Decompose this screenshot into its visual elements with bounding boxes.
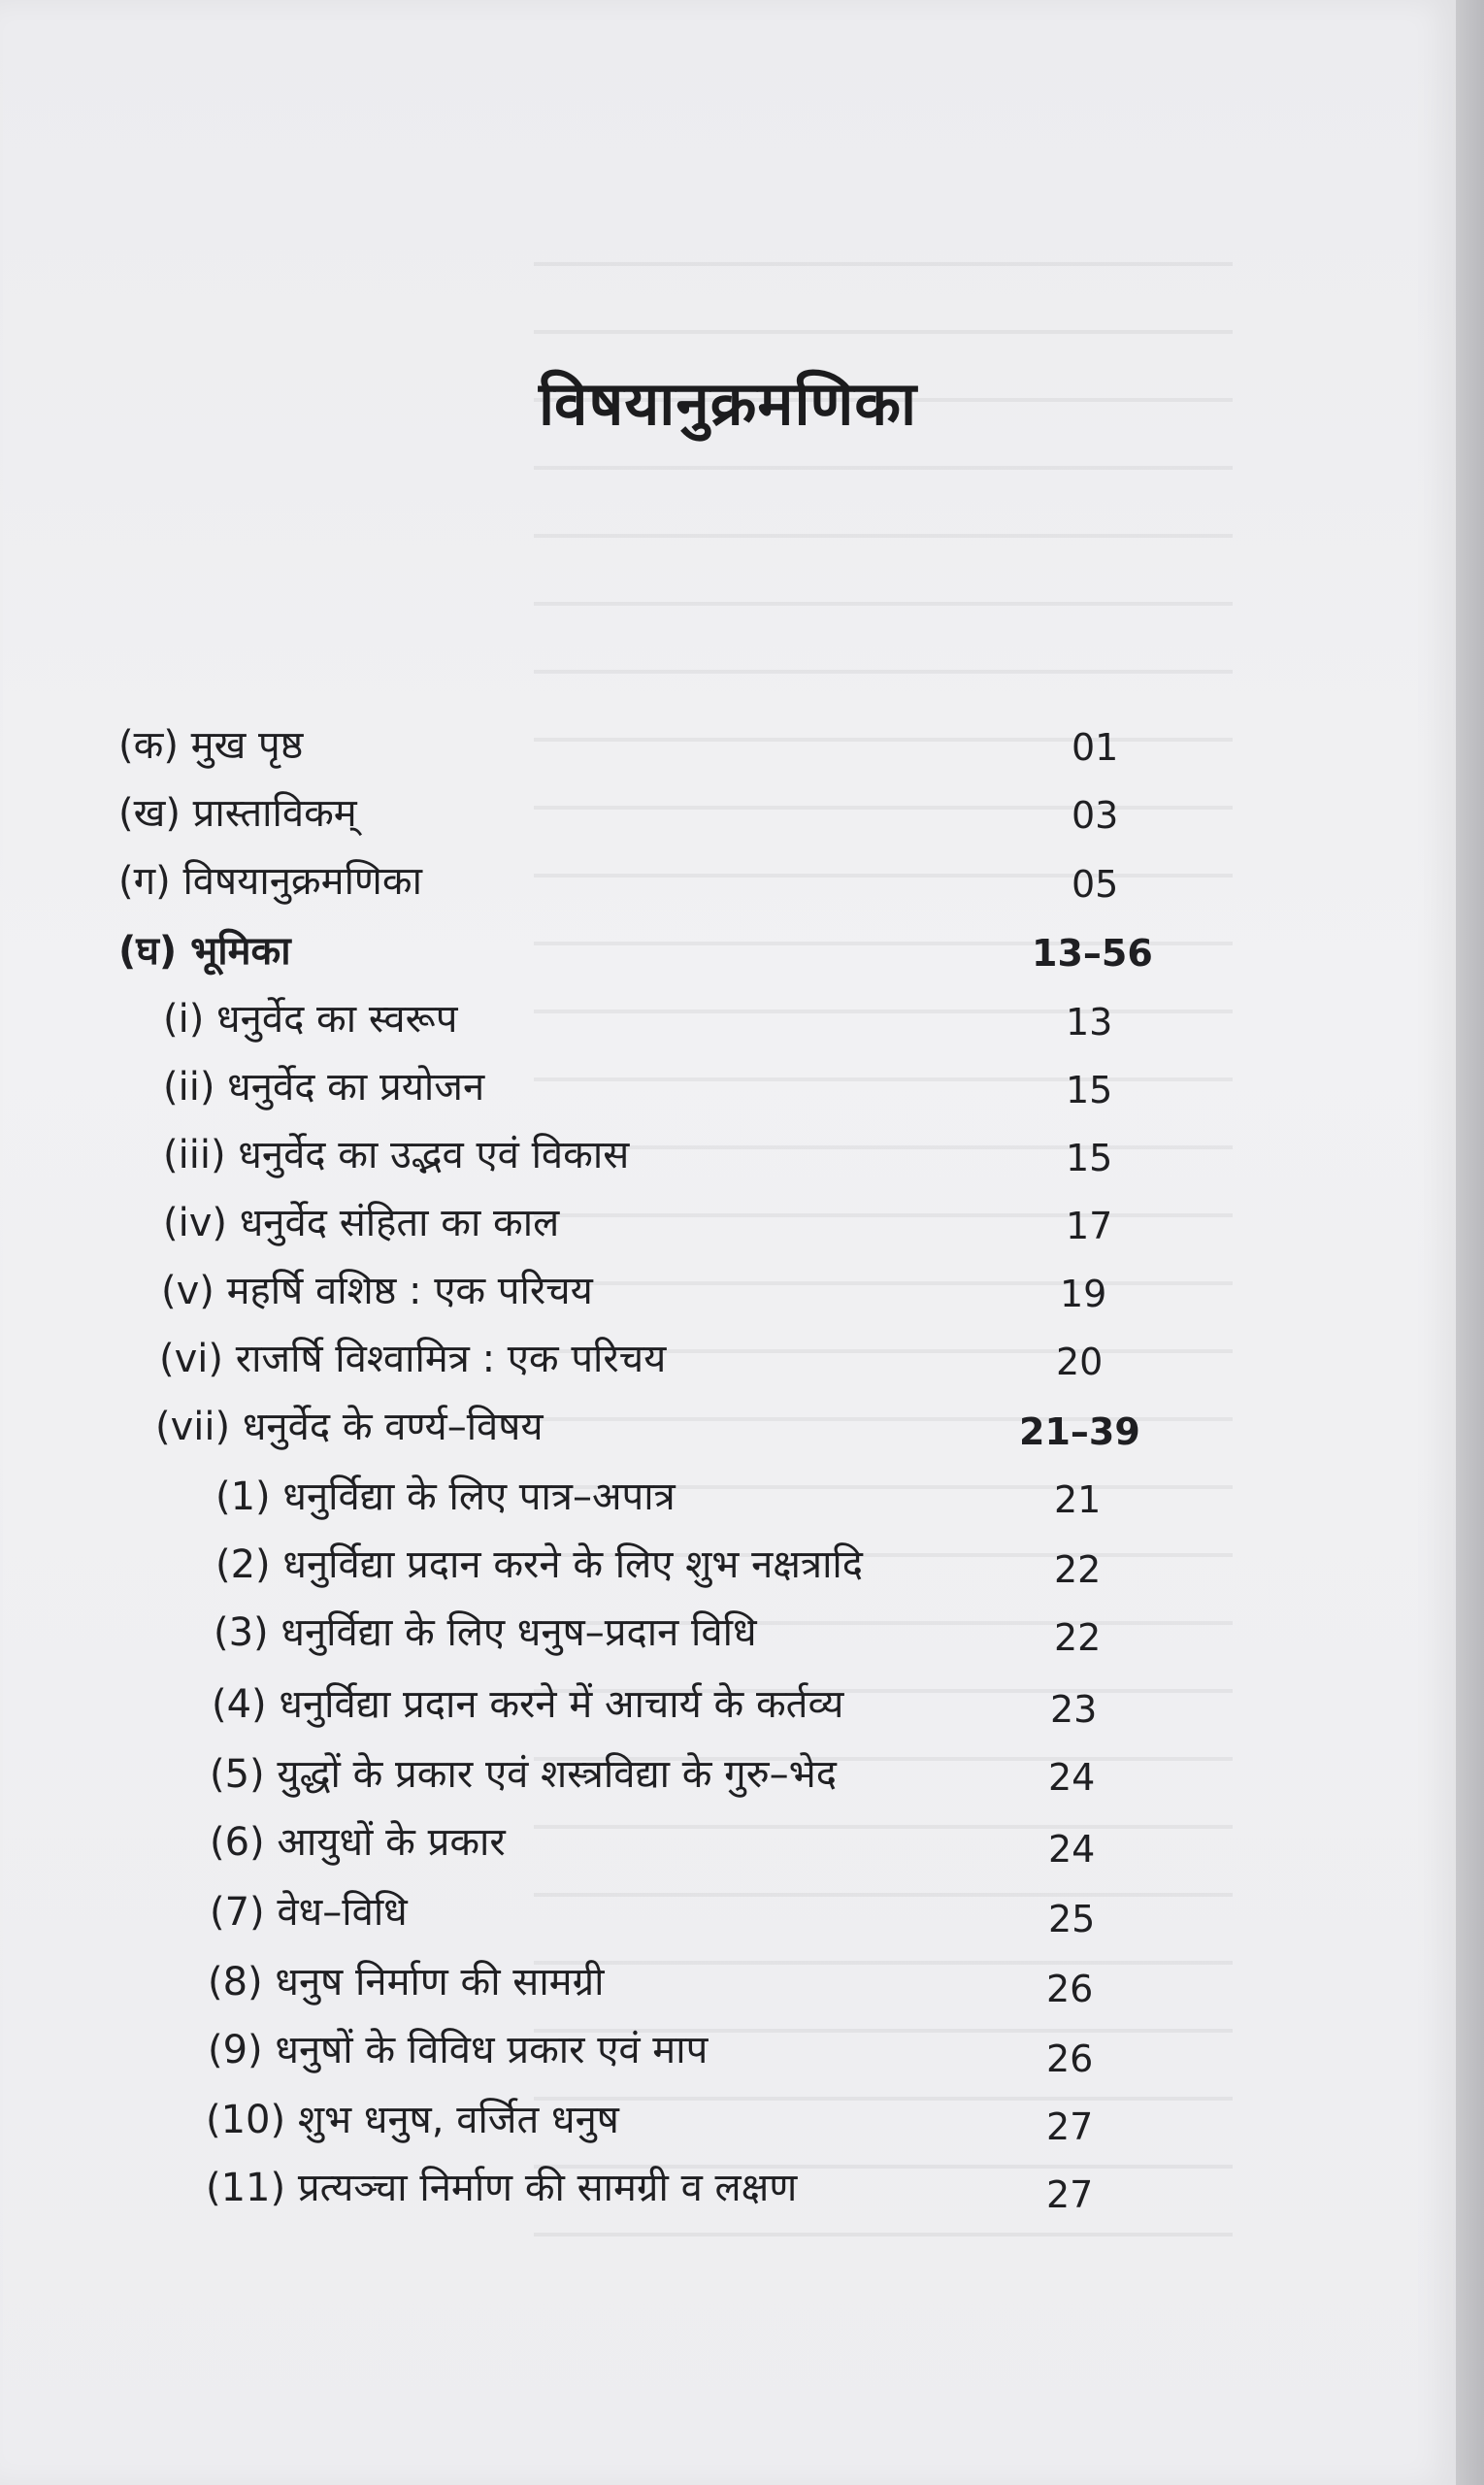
- toc-entry-label: (iv) धनुर्वेद संहिता का काल: [163, 1201, 560, 1245]
- toc-entry-label: (घ) भूमिका: [118, 929, 291, 974]
- toc-entry-label: (4) धनुर्विद्या प्रदान करने में आचार्य के कर्तव्य: [212, 1682, 844, 1727]
- page-title: विषयानुक्रमणिका: [538, 368, 918, 439]
- toc-entry-label: (6) आयुधों के प्रकार: [210, 1820, 506, 1865]
- toc-entry-page: 15: [1066, 1069, 1113, 1111]
- toc-entry-label: (vii) धनुर्वेद के वर्ण्य–विषय: [155, 1405, 544, 1449]
- toc-entry-page: 21: [1054, 1478, 1102, 1521]
- toc-entry-page: 23: [1050, 1688, 1098, 1731]
- toc-entry-page: 20: [1056, 1341, 1104, 1383]
- toc-entry-label: (10) शुभ धनुष, वर्जित धनुष: [206, 2098, 619, 2142]
- toc-entry-label: (2) धनुर्विद्या प्रदान करने के लिए शुभ नक्षत्रादि: [215, 1542, 864, 1587]
- toc-entry-label: (5) युद्धों के प्रकार एवं शस्त्रविद्या के गुरु–भेद: [210, 1752, 837, 1797]
- toc-entry-page: 03: [1072, 794, 1119, 837]
- toc-entry-label: (i) धनुर्वेद का स्वरूप: [163, 997, 458, 1042]
- toc-entry-page: 13: [1066, 1001, 1113, 1044]
- toc-entry-page: 24: [1048, 1756, 1096, 1799]
- toc-entry-page: 26: [1046, 2038, 1094, 2080]
- toc-entry-label: (ग) विषयानुक्रमणिका: [118, 859, 422, 904]
- toc-entry-page: 05: [1072, 863, 1119, 906]
- toc-entry-label: (iii) धनुर्वेद का उद्भव एवं विकास: [163, 1133, 630, 1177]
- toc-entry-page: 22: [1054, 1548, 1102, 1591]
- toc-entry-page: 01: [1072, 726, 1119, 769]
- toc-entry-label: (ii) धनुर्वेद का प्रयोजन: [163, 1065, 485, 1110]
- toc-entry-label: (7) वेध–विधि: [210, 1890, 408, 1935]
- toc-entry-page: 19: [1060, 1273, 1107, 1315]
- page-edge: [1456, 0, 1484, 2485]
- toc-entry-page: 22: [1054, 1616, 1102, 1659]
- toc-entry-page: 17: [1066, 1205, 1113, 1247]
- toc-entry-page: 27: [1046, 2173, 1094, 2216]
- toc-entry-page: 15: [1066, 1137, 1113, 1179]
- toc-entry-label: (3) धनुर्विद्या के लिए धनुष–प्रदान विधि: [214, 1610, 757, 1655]
- toc-entry-page: 24: [1048, 1828, 1096, 1871]
- toc-entry-label: (vi) राजर्षि विश्वामित्र : एक परिचय: [159, 1337, 667, 1381]
- toc-entry-label: (8) धनुष निर्माण की सामग्री: [208, 1960, 605, 2005]
- toc-entry-page: 21–39: [1019, 1410, 1140, 1453]
- toc-entry-label: (ख) प्रास्ताविकम्: [118, 791, 357, 836]
- toc-entry-page: 25: [1048, 1898, 1096, 1940]
- toc-entry-label: (1) धनुर्विद्या के लिए पात्र–अपात्र: [215, 1474, 676, 1519]
- toc-entry-label: (v) महर्षि वशिष्ठ : एक परिचय: [161, 1269, 593, 1313]
- toc-entry-label: (क) मुख पृष्ठ: [118, 723, 304, 768]
- toc-entry-label: (9) धनुषों के विविध प्रकार एवं माप: [208, 2028, 709, 2072]
- toc-entry-page: 27: [1046, 2105, 1094, 2148]
- toc-entry-label: (11) प्रत्यञ्चा निर्माण की सामग्री व लक्षण: [206, 2166, 798, 2210]
- toc-entry-page: 26: [1046, 1968, 1094, 2010]
- toc-entry-page: 13–56: [1032, 932, 1153, 975]
